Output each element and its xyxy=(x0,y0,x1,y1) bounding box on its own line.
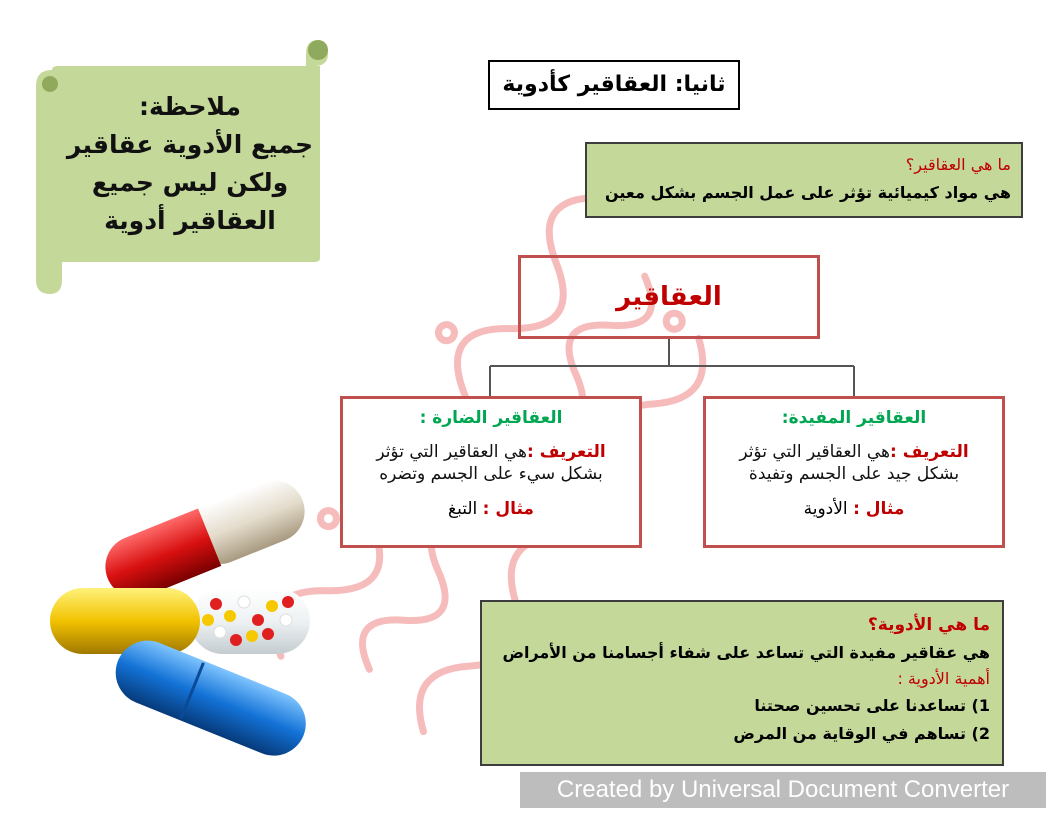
page-title: ثانيا: العقاقير كأدوية xyxy=(488,60,740,110)
note-line-2: ولكن ليس جميع xyxy=(91,168,289,197)
medicines-box xyxy=(480,600,1004,766)
useful-example-text: الأدوية xyxy=(803,499,848,519)
definition-box xyxy=(585,142,1023,218)
tree-root-node: العقاقير xyxy=(518,255,820,339)
useful-def-label: التعريف : xyxy=(890,442,969,462)
medicines-importance-label: أهمية الأدوية : xyxy=(897,669,990,688)
capsules-illustration xyxy=(40,470,360,770)
harmful-drugs-node xyxy=(340,396,642,548)
definition-question: ما هي العقاقير؟ xyxy=(905,155,1011,174)
note-line-1: جميع الأدوية عقاقير xyxy=(66,130,314,159)
medicines-question: ما هي الأدوية؟ xyxy=(867,615,990,635)
list-item xyxy=(494,692,990,720)
useful-drugs-node xyxy=(703,396,1005,548)
harmful-def-label: التعريف : xyxy=(527,442,606,462)
useful-example-label: مثال : xyxy=(853,499,905,519)
harmful-example-text: التبغ xyxy=(448,499,478,519)
harmful-heading: العقاقير الضارة : xyxy=(419,408,563,428)
list-item-number: 2) xyxy=(971,724,990,743)
converter-footer: Created by Universal Document Converter xyxy=(520,772,1046,808)
useful-heading: العقاقير المفيدة: xyxy=(781,408,927,428)
definition-answer: هي مواد كيميائية تؤثر على عمل الجسم بشكل معين xyxy=(605,183,1011,202)
medicines-answer: هي عقاقير مفيدة التي تساعد على شفاء أجسامنا من الأمراض xyxy=(502,643,990,662)
list-item-text: تساهم في الوقاية من المرض xyxy=(733,724,966,743)
harmful-def-text: هي العقاقير التي تؤثر بشكل سيء على الجسم وتضره xyxy=(376,442,603,484)
note-text xyxy=(60,88,320,240)
note-heading: ملاحظة: xyxy=(139,92,241,121)
list-item-text: تساعدنا على تحسين صحتنا xyxy=(754,696,966,715)
harmful-example-label: مثال : xyxy=(482,499,534,519)
useful-def-text: هي العقاقير التي تؤثر بشكل جيد على الجسم وتفيدة xyxy=(739,442,960,484)
note-line-3: العقاقير أدوية xyxy=(104,206,276,235)
list-item-number: 1) xyxy=(971,696,990,715)
list-item xyxy=(494,720,990,748)
